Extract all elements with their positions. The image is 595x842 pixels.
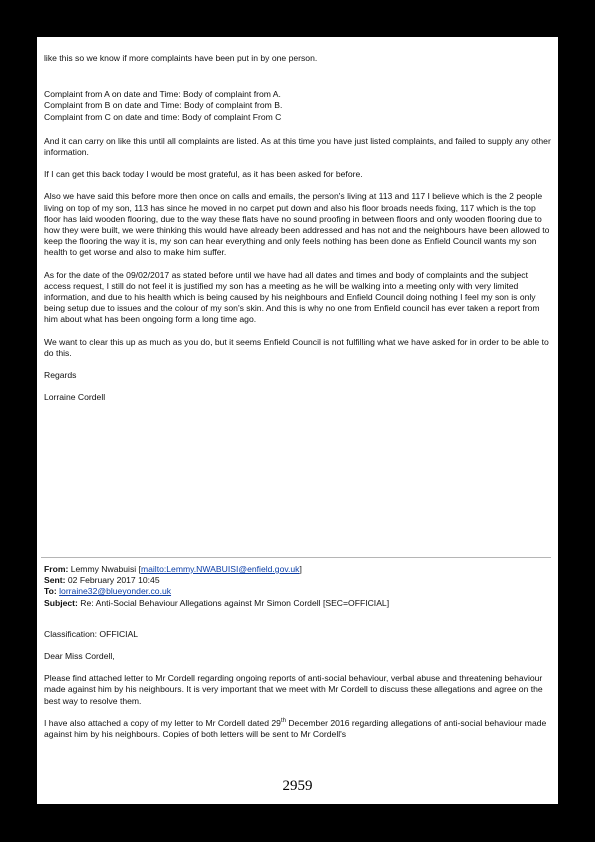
to-line bbox=[44, 586, 554, 597]
from-name: Lemmy Nwabuisi [ bbox=[70, 564, 141, 574]
paragraph-clear-up: We want to clear this up as much as you do, but it seems Enfield Council is not fulfilling what we have asked for in order to be able to do this. bbox=[44, 336, 549, 358]
from-close: ] bbox=[299, 564, 302, 574]
regards: Regards bbox=[44, 370, 77, 381]
from-line bbox=[44, 564, 554, 575]
salutation: Dear Miss Cordell, bbox=[44, 651, 115, 662]
complaint-a: Complaint from A on date and Time: Body of complaint from A. bbox=[44, 89, 281, 100]
document-page bbox=[37, 37, 558, 804]
subject-label: Subject: bbox=[44, 597, 78, 608]
from-mailto-link[interactable]: mailto:Lemmy.NWABUISI@enfield.gov.uk bbox=[140, 564, 300, 574]
sent-value: 02 February 2017 10:45 bbox=[67, 575, 160, 586]
reply-p2-start: I have also attached a copy of my letter to Mr Cordell dated 29 bbox=[44, 717, 281, 728]
page-number: 2959 bbox=[282, 778, 313, 794]
paragraph-flooring: Also we have said this before more then once on calls and emails, the person's living at 113 and 117 I believe which is the 2 people living on top of my son, 113 has since he moved in no carpet put down and also his floor broads needs fixing, 117 which is the top floor has laid wooden flooring, due to the way these flats have no sound proofing in between floors and only wooden flooring due to how they were built, we were thinking this would have already been addressed and has not and the neighbours have been allowed to keep the flooring the way it is, my son can hear everything and only feels nothing has been done as Enfield Council wants my son health to get worse and also to make him suffer. bbox=[44, 191, 550, 258]
from-label: From: bbox=[44, 564, 69, 574]
paragraph-intro: like this so we know if more complaints have been put in by one person. bbox=[44, 53, 318, 63]
sent-label: Sent: bbox=[44, 575, 66, 586]
complaint-c: Complaint from C on date and time: Body of complaint From C bbox=[44, 111, 282, 122]
reply-p2-end: December 2016 regarding allegations of anti-social behaviour made against him by his neighbours. Copies of both letters will be sent to Mr Cordell's bbox=[44, 717, 547, 740]
reply-p2-sup: th bbox=[280, 717, 286, 724]
email-header bbox=[44, 564, 554, 740]
letter-body bbox=[44, 53, 551, 403]
to-email-link[interactable]: lorraine32@blueyonder.co.uk bbox=[59, 586, 172, 597]
signature: Lorraine Cordell bbox=[44, 392, 106, 403]
to-label: To: bbox=[44, 586, 57, 597]
email-separator bbox=[41, 557, 551, 558]
complaint-b: Complaint from B on date and Time: Body of complaint from B. bbox=[44, 100, 283, 111]
paragraph-complaints-listed: And it can carry on like this until all complaints are listed. As at this time you have just listed complaints, and failed to supply any other information. bbox=[44, 135, 551, 158]
subject-line bbox=[44, 598, 554, 609]
reply-paragraph-1: Please find attached letter to Mr Cordell regarding ongoing reports of anti-social behaviour, verbal abuse and threatening behaviour made against him by his neighbours. It is very important that we meet with Mr Cordell to discuss these allegations and agree on the best way to resolve them. bbox=[44, 673, 543, 706]
classification: Classification: OFFICIAL bbox=[44, 628, 139, 639]
sent-line bbox=[44, 575, 554, 586]
paragraph-meeting-date: As for the date of the 09/02/2017 as stated before until we have had all dates and times and body of complaints and the subject access request, I still do not feel it is justified my son has a meeting as he will be walking into a meeting only with very limited information, and due to his health which is being caused by his neighbours and Enfield Council doing nothing I feel my son is only being setup due to issues and the colour of my son's skin. And this is why no one from Enfield council has ever taken a report from him about what has been ongoing form a long time ago. bbox=[44, 269, 540, 325]
paragraph-request: If I can get this back today I would be most grateful, as it has been asked for before. bbox=[44, 169, 363, 180]
subject-value: Re: Anti-Social Behaviour Allegations against Mr Simon Cordell [SEC=OFFICIAL] bbox=[80, 597, 390, 608]
reply-paragraph-2 bbox=[44, 718, 551, 740]
